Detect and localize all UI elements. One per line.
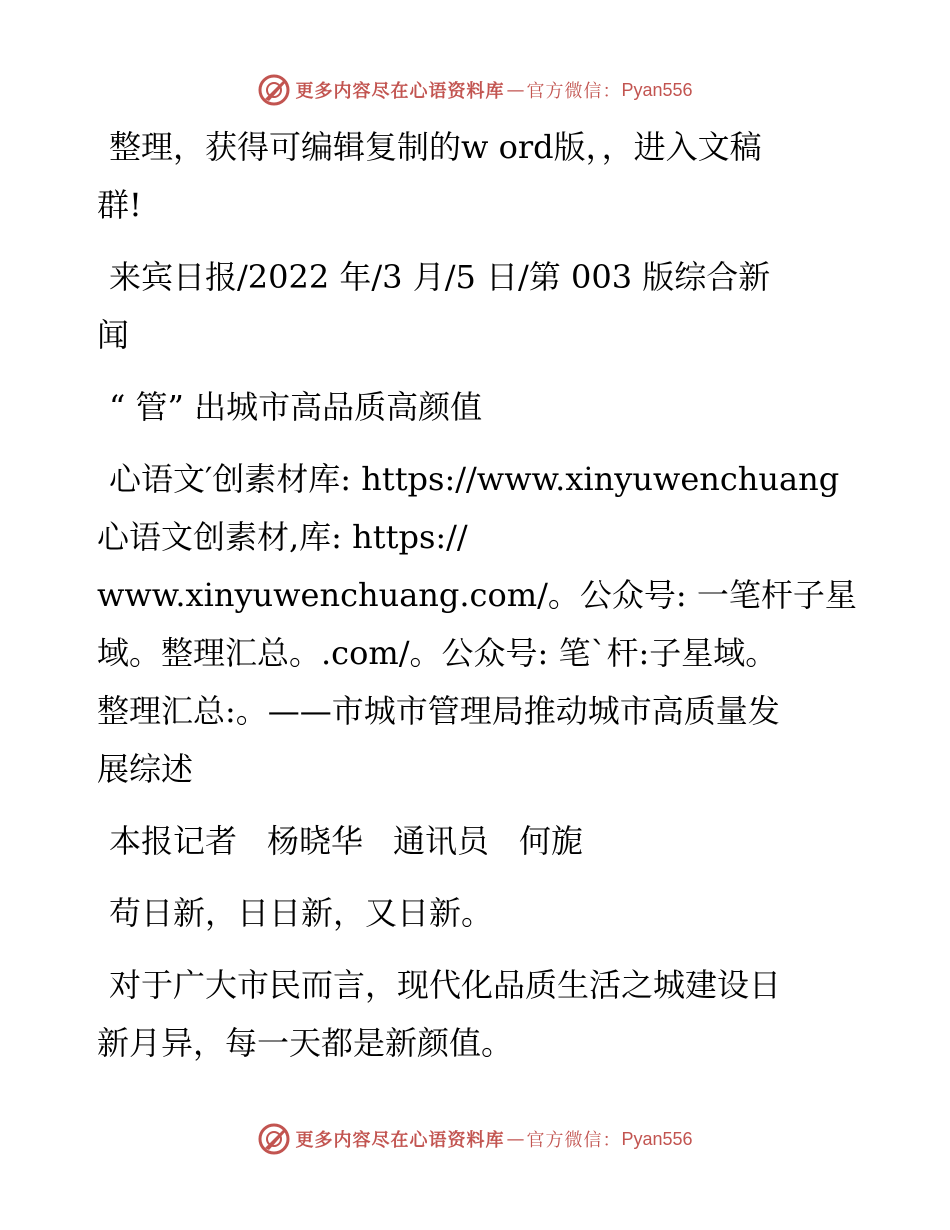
text-line: www.xinyuwenchuang.com/。公众号: 一笔杆子星 [97,576,857,614]
text-line: “ 管” 出城市高品质高颜值 [109,388,483,426]
watermark-dash: — [506,1128,525,1150]
text-line: 苟日新，日日新，又日新。 [109,894,494,932]
watermark-wechat-id: Pyan556 [621,79,693,100]
document-body [97,118,857,1072]
text-line: 心语文创素材,库: https:// [97,518,468,556]
text-line: 对于广大市民而言，现代化品质生活之城建设日 [109,966,782,1004]
watermark-dash: — [506,79,525,101]
text-line: 闻 [97,316,130,354]
watermark-wechat-id: Pyan556 [621,1128,693,1149]
text-line: 整理，获得可编辑复制的w ord版，，进入文稿 [109,128,762,166]
paragraph-quote [97,884,857,942]
reporter-label: 本报记者 [109,822,238,860]
reporter-name: 杨晓华 [267,822,364,860]
text-line: 群! [97,186,142,224]
paragraph-source [97,248,857,364]
quill-logo-icon [257,73,291,107]
text-line: 心语文′创素材库: https://www.xinyuwenchuang [109,460,840,498]
article-title [97,378,857,436]
text-line: 展综述 [97,750,194,788]
quill-logo-icon [257,1122,291,1156]
correspondent-label: 通讯员 [393,822,490,860]
paragraph-body [97,956,857,1072]
paragraph-subtitle [97,450,857,798]
watermark-sub-text: 官方微信： [526,1130,622,1151]
text-line: 新月异，每一天都是新颜值。 [97,1024,514,1062]
watermark-main-text: 更多内容尽在心语资料库 [295,81,505,102]
correspondent-name: 何旎 [519,822,584,860]
text-line: 域。整理汇总。.com/。公众号: 笔`杆:子星域。 [97,634,778,672]
header-watermark [0,70,950,110]
byline [97,812,857,870]
text-line: 来宾日报/2022 年/3 月/5 日/第 003 版综合新 [109,258,771,296]
paragraph-intro [97,118,857,234]
text-line: 整理汇总:。——市城市管理局推动城市高质量发 [97,692,780,730]
footer-watermark [0,1119,950,1159]
watermark-main-text: 更多内容尽在心语资料库 [295,1130,505,1151]
watermark-sub-text: 官方微信： [526,81,622,102]
